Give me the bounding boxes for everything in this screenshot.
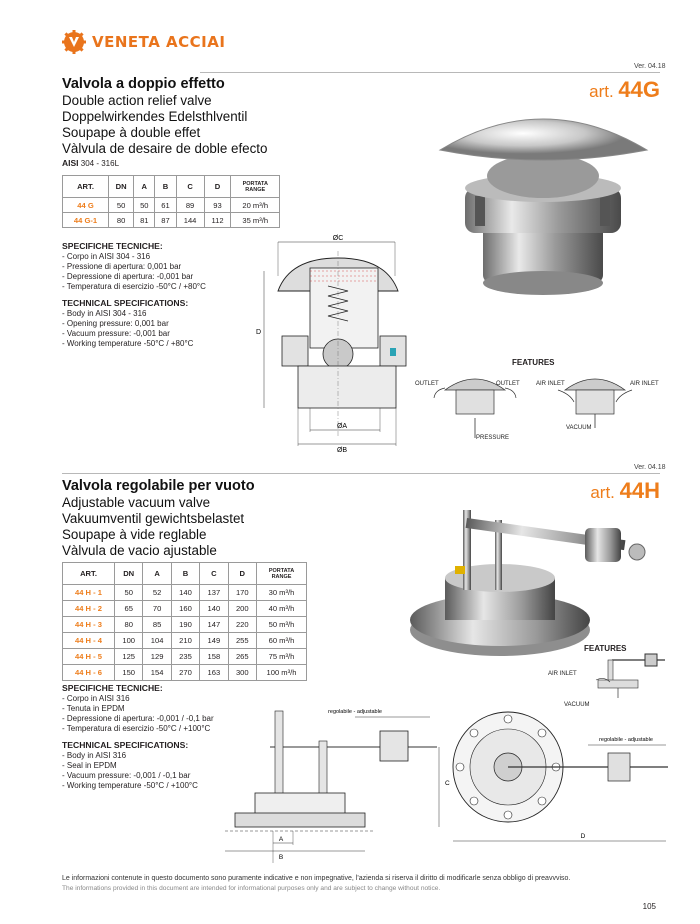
art-number: 44G	[618, 77, 660, 102]
divider	[62, 473, 660, 474]
spec-line: - Body in AISI 316	[62, 751, 127, 760]
cell: 100	[115, 633, 143, 649]
spec-line: - Tenuta in EPDM	[62, 704, 125, 713]
dim-d-label: D	[256, 329, 262, 336]
spec-line: - Corpo in AISI 304 - 316	[62, 252, 151, 261]
cell: 270	[171, 665, 199, 681]
cell: 89	[176, 198, 204, 213]
cell: 149	[200, 633, 228, 649]
feature-vacuum: VACUUM	[564, 702, 590, 708]
features-diagram-44g	[430, 368, 670, 448]
cell: 40 m³/h	[257, 601, 307, 617]
dim-d-label: D	[580, 833, 586, 840]
dim-b-label: ØB	[336, 447, 348, 454]
cell: 170	[228, 585, 256, 601]
brand-logo	[62, 30, 225, 54]
feature-air-inlet: AIR INLET	[548, 671, 577, 677]
cell: 80	[109, 213, 134, 228]
cell: 158	[200, 649, 228, 665]
subtitle-fr: Soupape à double effet	[62, 125, 201, 140]
col-d: D	[204, 176, 231, 198]
cell: 52	[143, 585, 171, 601]
col-a: A	[143, 563, 171, 585]
table-header-row	[63, 563, 307, 585]
cell: 30 m³/h	[257, 585, 307, 601]
spec-line: - Vacuum pressure: -0,001 / -0,1 bar	[62, 771, 191, 780]
subtitle-de: Doppelwirkendes Edelsthlventil	[62, 109, 248, 124]
disclaimer-en: The informations provided in this document are intended for informational purposes only and are subject to change without notice.	[62, 885, 441, 892]
cell: 150	[115, 665, 143, 681]
cell: 80	[115, 617, 143, 633]
specs-it-heading: SPECIFICHE TECNICHE:	[62, 241, 163, 251]
col-d: D	[228, 563, 256, 585]
cell: 81	[134, 213, 155, 228]
tech-specs-2	[62, 683, 214, 791]
cell: 112	[204, 213, 231, 228]
dim-a-label: ØA	[336, 423, 348, 430]
art-prefix: art.	[589, 82, 614, 101]
spec-line: - Working temperature -50°C / +80°C	[62, 339, 194, 348]
article-code	[589, 77, 660, 103]
cell: 20 m³/h	[231, 198, 280, 213]
cell: 140	[171, 585, 199, 601]
cell: 160	[171, 601, 199, 617]
col-art: ART.	[63, 176, 109, 198]
cell: 137	[200, 585, 228, 601]
cell: 87	[155, 213, 176, 228]
aisi-value: 304 - 316L	[80, 159, 120, 168]
technical-drawing-44g	[250, 236, 415, 456]
tech-specs-1	[62, 241, 206, 349]
cell: 265	[228, 649, 256, 665]
specs-en-heading: TECHNICAL SPECIFICATIONS:	[62, 740, 189, 750]
col-b: B	[155, 176, 176, 198]
col-a: A	[134, 176, 155, 198]
version-label: Ver. 04.18	[634, 464, 666, 471]
feature-outlet-left: OUTLET	[415, 381, 439, 387]
gear-logo-icon	[62, 30, 86, 54]
dim-c-label: C	[445, 780, 450, 787]
cell: 35 m³/h	[231, 213, 280, 228]
feature-outlet-right: OUTLET	[496, 381, 520, 387]
product-title: Valvola regolabile per vuoto	[62, 478, 255, 494]
spec-line: - Depressione di apertura: -0,001 bar	[62, 272, 194, 281]
table-row	[63, 585, 307, 601]
dim-c-label: ØC	[332, 235, 344, 242]
cell: 200	[228, 601, 256, 617]
col-portata: PORTATA RANGE	[257, 563, 307, 585]
cell: 144	[176, 213, 204, 228]
spec-line: - Corpo in AISI 316	[62, 694, 130, 703]
cell: 255	[228, 633, 256, 649]
product-image-44g	[435, 108, 650, 298]
dim-a-label: A	[278, 836, 284, 843]
spec-line: - Opening pressure: 0,001 bar	[62, 319, 169, 328]
cell: 50	[115, 585, 143, 601]
feature-pressure: PRESSURE	[476, 435, 510, 441]
cell: 300	[228, 665, 256, 681]
cell: 125	[115, 649, 143, 665]
spec-line: - Body in AISI 304 - 316	[62, 309, 147, 318]
col-c: C	[200, 563, 228, 585]
dimension-table	[62, 562, 307, 681]
cell: 235	[171, 649, 199, 665]
spec-line: - Working temperature -50°C / +100°C	[62, 781, 198, 790]
features-heading-2: FEATURES	[584, 644, 627, 653]
art-prefix: art.	[590, 483, 615, 502]
spec-line: - Vacuum pressure: -0,001 bar	[62, 329, 170, 338]
feature-vacuum: VACUUM	[566, 425, 592, 431]
cell: 44 H - 3	[63, 617, 115, 633]
table-row	[63, 198, 280, 213]
art-number: 44H	[619, 478, 660, 503]
col-portata: PORTATA RANGE	[231, 176, 280, 198]
col-c: C	[176, 176, 204, 198]
feature-air-inlet-left: AIR INLET	[536, 381, 565, 387]
cell: 44 H - 2	[63, 601, 115, 617]
adjustable-label-1: regolabile - adjustable	[328, 709, 382, 715]
disclaimer-it: Le informazioni contenute in questo documento sono puramente indicative e non impegnative, l'azienda si riserva il diritto di modificarle senza obbligo di preavvviso.	[62, 875, 571, 882]
table-header-row	[63, 176, 280, 198]
technical-drawing-44h-top	[448, 705, 670, 857]
adjustable-label-2: regolabile - adjustable	[599, 737, 653, 743]
features-heading-1: FEATURES	[512, 358, 555, 367]
material-line	[62, 158, 119, 168]
col-dn: DN	[109, 176, 134, 198]
subtitle-es: Vàlvula de vacio ajustable	[62, 543, 217, 558]
cell: 129	[143, 649, 171, 665]
specs-it-heading: SPECIFICHE TECNICHE:	[62, 683, 163, 693]
cell: 44 H - 4	[63, 633, 115, 649]
table-row	[63, 617, 307, 633]
cell: 44 G-1	[63, 213, 109, 228]
subtitle-de: Vakuumventil gewichtsbelastet	[62, 511, 245, 526]
cell: 44 H - 1	[63, 585, 115, 601]
cell: 140	[200, 601, 228, 617]
subtitle-en: Adjustable vacuum valve	[62, 495, 211, 510]
feature-air-inlet-right: AIR INLET	[630, 381, 659, 387]
specs-en-heading: TECHNICAL SPECIFICATIONS:	[62, 298, 189, 308]
cell: 220	[228, 617, 256, 633]
subtitle-fr: Soupape à vide reglable	[62, 527, 207, 542]
page-number: 105	[642, 902, 656, 911]
col-dn: DN	[115, 563, 143, 585]
version-label: Ver. 04.18	[634, 63, 666, 70]
features-diagram-44h	[590, 640, 670, 700]
cell: 100 m³/h	[257, 665, 307, 681]
table-row	[63, 649, 307, 665]
spec-line: - Seal in EPDM	[62, 761, 117, 770]
cell: 190	[171, 617, 199, 633]
cell: 60 m³/h	[257, 633, 307, 649]
cell: 104	[143, 633, 171, 649]
spec-line: - Pressione di apertura: 0,001 bar	[62, 262, 182, 271]
cell: 65	[115, 601, 143, 617]
cell: 147	[200, 617, 228, 633]
divider	[200, 72, 660, 73]
spec-line: - Depressione di apertura: -0,001 / -0,1 bar	[62, 714, 214, 723]
dim-b-label: B	[278, 854, 284, 861]
table-row	[63, 601, 307, 617]
subtitle-en: Double action relief valve	[62, 93, 212, 108]
aisi-label: AISI	[62, 158, 79, 168]
dimension-table	[62, 175, 280, 228]
spec-line: - Temperatura di esercizio -50°C / +80°C	[62, 282, 206, 291]
brand-name: VENETA ACCIAI	[92, 33, 226, 51]
product-title: Valvola a doppio effetto	[62, 76, 225, 92]
cell: 210	[171, 633, 199, 649]
cell: 61	[155, 198, 176, 213]
cell: 85	[143, 617, 171, 633]
col-b: B	[171, 563, 199, 585]
cell: 50	[109, 198, 134, 213]
cell: 44 H - 6	[63, 665, 115, 681]
table-row	[63, 213, 280, 228]
cell: 44 H - 5	[63, 649, 115, 665]
cell: 93	[204, 198, 231, 213]
subtitle-es: Vàlvula de desaire de doble efecto	[62, 141, 268, 156]
col-art: ART.	[63, 563, 115, 585]
cell: 154	[143, 665, 171, 681]
table-row	[63, 665, 307, 681]
spec-line: - Temperatura di esercizio -50°C / +100°C	[62, 724, 211, 733]
cell: 50	[134, 198, 155, 213]
cell: 75 m³/h	[257, 649, 307, 665]
cell: 44 G	[63, 198, 109, 213]
cell: 163	[200, 665, 228, 681]
cell: 70	[143, 601, 171, 617]
table-row	[63, 633, 307, 649]
cell: 50 m³/h	[257, 617, 307, 633]
technical-drawing-44h-side	[215, 703, 450, 863]
